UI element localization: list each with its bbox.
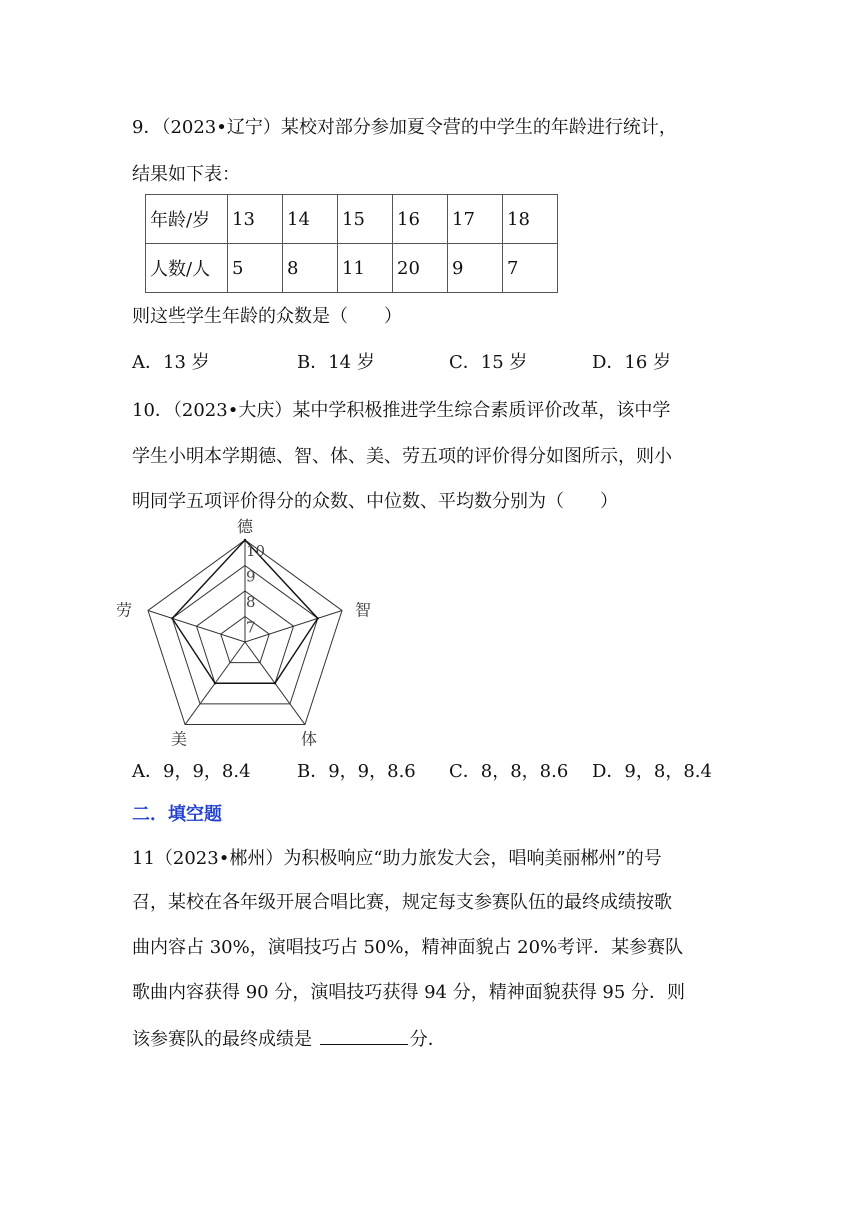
q10-line-1: 10．（2023•大庆）某中学积极推进学生综合素质评价改革，该中学: [132, 400, 671, 421]
q9-line-1: 9．（2023•辽宁）某校对部分参加夏令营的中学生的年龄进行统计，: [132, 117, 677, 138]
q10-line-3: 明同学五项评价得分的众数、中位数、平均数分别为（ ）: [132, 491, 618, 512]
radar-chart: [115, 512, 372, 749]
q9-question: 则这些学生年龄的众数是（ ）: [132, 306, 402, 327]
answer-blank[interactable]: [320, 1026, 408, 1045]
q10-option-b: B．9，9，8.6: [297, 761, 416, 782]
scale-label: 7: [246, 618, 256, 637]
table-cell: 14: [283, 195, 338, 244]
data-point-体: [274, 682, 276, 684]
q9-option-c: C．15 岁: [449, 352, 528, 373]
table-cell: 18: [503, 195, 558, 244]
data-point-劳: [171, 617, 173, 619]
axis-label: 智: [355, 600, 372, 620]
scale-label: 10: [246, 542, 266, 560]
q9-option-b: B．14 岁: [297, 352, 375, 373]
q9-option-a: A．13 岁: [132, 352, 210, 373]
table-row: [146, 244, 558, 293]
q9-line-2: 结果如下表：: [132, 164, 240, 185]
q11-line-5: [132, 1026, 446, 1052]
axis-label: 美: [171, 729, 188, 749]
table-cell: 人数/人: [146, 244, 228, 293]
q10-option-d: D．9，8，8.4: [592, 761, 712, 782]
table-cell: 5: [228, 244, 283, 293]
table-row: [146, 195, 558, 244]
table-cell: 13: [228, 195, 283, 244]
axis-label: 德: [237, 517, 254, 536]
table-cell: 9: [448, 244, 503, 293]
table-cell: 8: [283, 244, 338, 293]
scale-label: 9: [246, 567, 256, 586]
q10-option-c: C．8，8，8.6: [449, 761, 569, 782]
table-cell: 年龄/岁: [146, 195, 228, 244]
data-point-德: [244, 539, 246, 541]
age-table: [145, 194, 558, 293]
q11-line-4: 歌曲内容获得 90 分，演唱技巧获得 94 分，精神面貌获得 95 分．则: [132, 982, 686, 1003]
axis-label: 劳: [115, 600, 133, 620]
scale-label: 8: [246, 593, 256, 611]
q11-line-1: 11（2023•郴州）为积极响应“助力旅发大会，唱响美丽郴州”的号: [132, 848, 662, 869]
table-cell: 20: [393, 244, 448, 293]
q10-option-a: A．9，9，8.4: [132, 761, 251, 782]
section-title: 二．填空题: [132, 804, 222, 825]
q9-option-d: D．16 岁: [592, 352, 672, 373]
q10-line-2: 学生小明本学期德、智、体、美、劳五项的评价得分如图所示，则小: [132, 446, 672, 467]
table-cell: 11: [338, 244, 393, 293]
data-point-智: [317, 617, 319, 619]
table-cell: 17: [448, 195, 503, 244]
q11-line-2: 召，某校在各年级开展合唱比赛，规定每支参赛队伍的最终成绩按歌: [132, 892, 672, 913]
spoke-1: [245, 610, 342, 642]
q11-line-5-suffix: 分．: [409, 1029, 446, 1050]
q11-line-3: 曲内容占 30%，演唱技巧占 50%，精神面貌占 20%考评．某参赛队: [132, 937, 684, 958]
axis-label: 体: [300, 729, 317, 749]
data-point-美: [214, 682, 216, 684]
table-cell: 15: [338, 195, 393, 244]
q11-line-5-text: 该参赛队的最终成绩是: [132, 1029, 312, 1050]
table-cell: 16: [393, 195, 448, 244]
table-cell: 7: [503, 244, 558, 293]
spoke-4: [148, 610, 245, 642]
